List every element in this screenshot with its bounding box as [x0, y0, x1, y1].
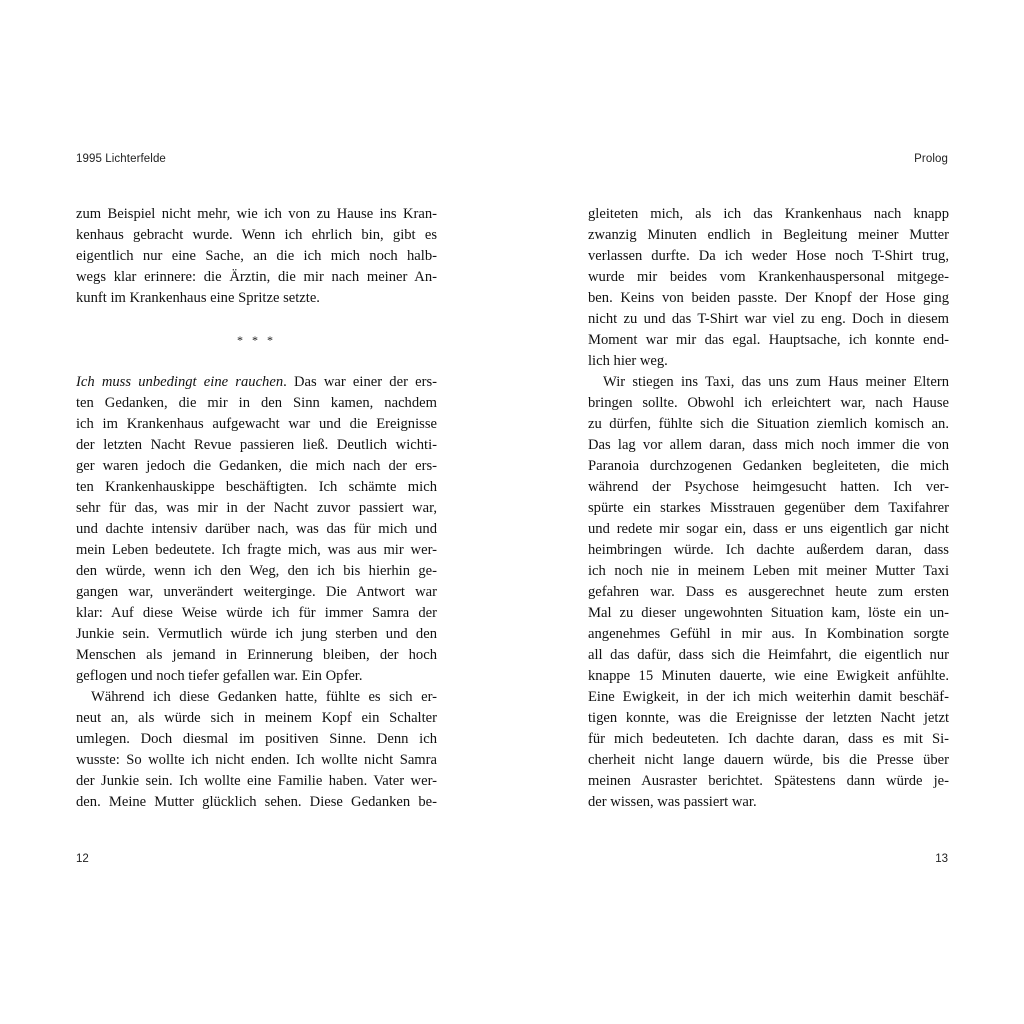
- right-page: [512, 0, 1024, 1024]
- text-line: meinen Ausraster berichtet. Spätestens dann würde je-: [588, 773, 949, 789]
- text-line: angenehmes Gefühl in mir aus. In Kombination sorgte: [588, 626, 949, 642]
- text-line: für mich bedeuteten. Ich dachte daran, dass es mit Si-: [588, 731, 949, 747]
- text-line: Moment war mir das egal. Hauptsache, ich konnte end-: [588, 332, 949, 348]
- text-line: ger waren jedoch die Gedanken, die mich nach der ers-: [76, 458, 437, 474]
- text-line: ben. Keins von beiden passte. Der Knopf der Hose ging: [588, 290, 949, 306]
- page-number-right: 13: [935, 853, 948, 865]
- spacer: [76, 351, 437, 372]
- text-line: Paranoia durchzogenen Gedanken begleiteten, die mich: [588, 458, 949, 474]
- text-line: kunft im Krankenhaus eine Spritze setzte.: [76, 290, 320, 306]
- text-line: und dachte intensiv darüber nach, was das für mich und: [76, 521, 437, 537]
- text-line: umlegen. Doch diesmal im positiven Sinne. Denn ich: [76, 731, 437, 747]
- text-line: Eine Ewigkeit, in der ich mich weiterhin damit beschäf-: [588, 689, 949, 705]
- text-line: den. Meine Mutter glücklich sehen. Diese Gedanken be-: [76, 794, 437, 810]
- text-line: den würde, wenn ich den Weg, den ich bis hierhin ge-: [76, 563, 437, 579]
- text-line: klar: Auf diese Weise würde ich für immer Samra der: [76, 605, 437, 621]
- text-line: lich hier weg.: [588, 353, 668, 369]
- text-line: knappe 15 Minuten dauerte, wie eine Ewigkeit anfühlte.: [588, 668, 949, 684]
- running-head-right: Prolog: [914, 153, 948, 165]
- text-line: kenhaus gebracht wurde. Wenn ich ehrlich bin, gibt es: [76, 227, 437, 243]
- text-line: Menschen als jemand in Erinnerung bleiben, der hoch: [76, 647, 437, 663]
- text-line: bringen sollte. Obwohl ich erleichtert war, nach Hause: [588, 395, 949, 411]
- spacer: [76, 309, 437, 330]
- text-line: der letzten Nacht Revue passieren ließ. Deutlich wichti-: [76, 437, 437, 453]
- text-line: geflogen und noch tiefer gefallen war. Ein Opfer.: [76, 668, 363, 684]
- left-page-body: [76, 204, 437, 813]
- text-line: cherheit nicht lange dauern würde, bis die Presse über: [588, 752, 949, 768]
- text-fragment: . Das war einer der ers-: [283, 374, 438, 390]
- text-line: [76, 372, 437, 393]
- text-line: gangen war, unverändert weiterginge. Die Antwort war: [76, 584, 437, 600]
- text-line: wegs klar erinnere: die Ärztin, die mir nach meiner An-: [76, 269, 437, 285]
- text-line: ten Gedanken, die mir in den Sinn kamen, nachdem: [76, 395, 437, 411]
- text-line: Wir stiegen ins Taxi, das uns zum Haus meiner Eltern: [603, 374, 949, 390]
- text-line: heimbringen würde. Ich dachte außerdem daran, dass: [588, 542, 949, 558]
- text-line: ten Krankenhauskippe beschäftigten. Ich schämte mich: [76, 479, 437, 495]
- right-page-body: [588, 204, 949, 813]
- text-line: Das lag vor allem daran, dass mich noch immer die von: [588, 437, 949, 453]
- text-line: gefahren war. Dass es ausgerechnet heute zum ersten: [588, 584, 949, 600]
- italic-phrase: Ich muss unbedingt eine rauchen: [76, 374, 284, 390]
- text-line: verlassen durfte. Da ich weder Hose noch T-Shirt trug,: [588, 248, 949, 264]
- text-line: Junkie sein. Vermutlich würde ich jung sterben und den: [76, 626, 437, 642]
- text-line: ich noch nie in meinem Leben mit meiner Mutter Taxi: [588, 563, 949, 579]
- text-line: neut an, als würde sich in meinem Kopf ein Schalter: [76, 710, 437, 726]
- text-line: mein Leben bedeutete. Ich fragte mich, was aus mir wer-: [76, 542, 437, 558]
- text-line: nicht zu und das T-Shirt war viel zu eng. Doch in diesem: [588, 311, 949, 327]
- text-line: zwanzig Minuten endlich in Begleitung meiner Mutter: [588, 227, 949, 243]
- text-line: und redete mir sogar ein, dass er uns eigentlich gar nicht: [588, 521, 949, 537]
- text-line: Während ich diese Gedanken hatte, fühlte es sich er-: [91, 689, 437, 705]
- text-line: der Junkie sein. Ich wollte eine Familie haben. Vater wer-: [76, 773, 437, 789]
- text-line: spürte ein starkes Misstrauen gegenüber dem Taxifahrer: [588, 500, 949, 516]
- text-line: tigen konnte, was die Ereignisse der letzten Nacht jetzt: [588, 710, 949, 726]
- text-line: sehr für das, was mir in der Nacht zuvor passiert war,: [76, 500, 437, 516]
- text-line: Mal zu dieser ungewohnten Situation kam, löste ein un-: [588, 605, 949, 621]
- section-break-ornament: * * *: [237, 333, 276, 347]
- text-line: zum Beispiel nicht mehr, wie ich von zu Hause ins Kran-: [76, 206, 437, 222]
- text-line: gleiteten mich, als ich das Krankenhaus nach knapp: [588, 206, 949, 222]
- running-head-left: 1995 Lichterfelde: [76, 153, 166, 165]
- text-line: eigentlich nur eine Sache, an die ich mich noch halb-: [76, 248, 437, 264]
- text-line: wusste: So wollte ich nicht enden. Ich wollte nicht Samra: [76, 752, 437, 768]
- text-line: ich im Krankenhaus aufgewacht war und die Ereignisse: [76, 416, 437, 432]
- page-number-left: 12: [76, 853, 89, 865]
- text-line: wurde mir beides vom Krankenhauspersonal mitgege-: [588, 269, 949, 285]
- text-line: all das dafür, dass sich die Heimfahrt, die eigentlich nur: [588, 647, 949, 663]
- text-line: zu dürfen, fühlte sich die Situation ziemlich komisch an.: [588, 416, 949, 432]
- text-line: der wissen, was passiert war.: [588, 794, 757, 810]
- text-line: während der Psychose heimgesucht hatten. Ich ver-: [588, 479, 949, 495]
